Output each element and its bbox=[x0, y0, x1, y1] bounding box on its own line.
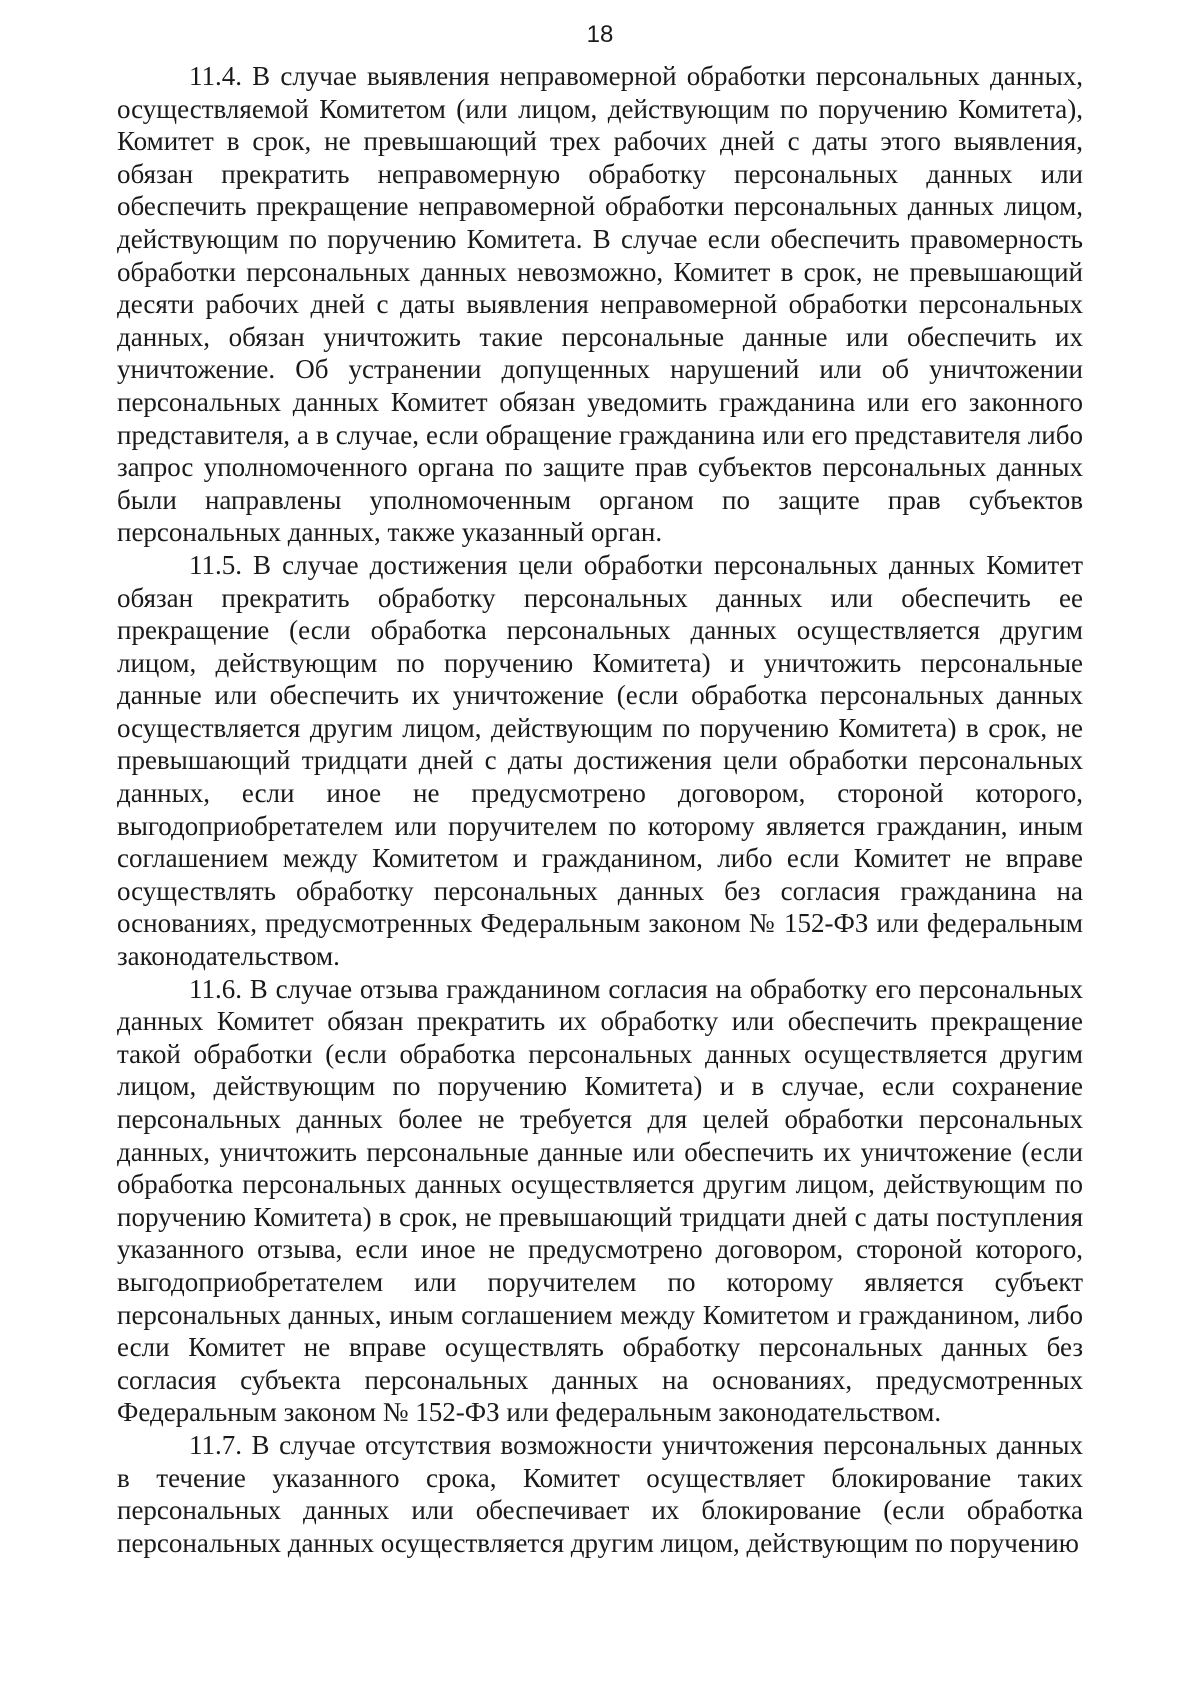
paragraph-11-5: 11.5. В случае достижения цели обработки персональных данных Комитет обязан прекратить обработку персональных данных или обеспечить ее прекращение (если обработка персональных данных осуществляется другим лицом, действующим по поручению Комитета) и уничтожить персональные данные или обеспечить их уничтожение (если обработка персональных данных осуществляется другим лицом, действующим по поручению Комитета) в срок, не превышающий тридцати дней с даты достижения цели обработки персональных данных, если иное не предусмотрено договором, стороной которого, выгодоприобретателем или поручителем по которому является гражданин, иным соглашением между Комитетом и гражданином, либо если Комитет не вправе осуществлять обработку персональных данных без согласия гражданина на основаниях, предусмотренных Федеральным законом № 152-ФЗ или федеральным законодательством. bbox=[117, 549, 1083, 972]
page-number: 18 bbox=[586, 21, 614, 48]
paragraph-11-6: 11.6. В случае отзыва гражданином согласия на обработку его персональных данных Комитет обязан прекратить их обработку или обеспечить прекращение такой обработки (если обработка персональных данных осуществляется другим лицом, действующим по поручению Комитета) и в случае, если сохранение персональных данных более не требуется для целей обработки персональных данных, уничтожить персональные данные или обеспечить их уничтожение (если обработка персональных данных осуществляется другим лицом, действующим по поручению Комитета) в срок, не превышающий тридцати дней с даты поступления указанного отзыва, если иное не предусмотрено договором, стороной которого, выгодоприобретателем или поручителем по которому является субъект персональных данных, иным соглашением между Комитетом и гражданином, либо если Комитет не вправе осуществлять обработку персональных данных без согласия субъекта персональных данных на основаниях, предусмотренных Федеральным законом № 152-ФЗ или федеральным законодательством. bbox=[117, 973, 1083, 1428]
paragraph-11-7: 11.7. В случае отсутствия возможности уничтожения персональных данных в течение указанного срока, Комитет осуществляет блокирование таких персональных данных или обеспечивает их блокирование (если обработка персональных данных осуществляется другим лицом, действующим по поручению bbox=[117, 1429, 1083, 1558]
paragraph-11-4: 11.4. В случае выявления неправомерной обработки персональных данных, осуществляемой Комитетом (или лицом, действующим по поручению Комитета), Комитет в срок, не превышающий трех рабочих дней с даты этого выявления, обязан прекратить неправомерную обработку персональных данных или обеспечить прекращение неправомерной обработки персональных данных лицом, действующим по поручению Комитета. В случае если обеспечить правомерность обработки персональных данных невозможно, Комитет в срок, не превышающий десяти рабочих дней с даты выявления неправомерной обработки персональных данных, обязан уничтожить такие персональные данные или обеспечить их уничтожение. Об устранении допущенных нарушений или об уничтожении персональных данных Комитет обязан уведомить гражданина или его законного представителя, а в случае, если обращение гражданина или его представителя либо запрос уполномоченного органа по защите прав субъектов персональных данных были направлены уполномоченным органом по защите прав субъектов персональных данных, также указанный орган. bbox=[117, 61, 1083, 548]
document-body bbox=[117, 60, 1083, 1559]
